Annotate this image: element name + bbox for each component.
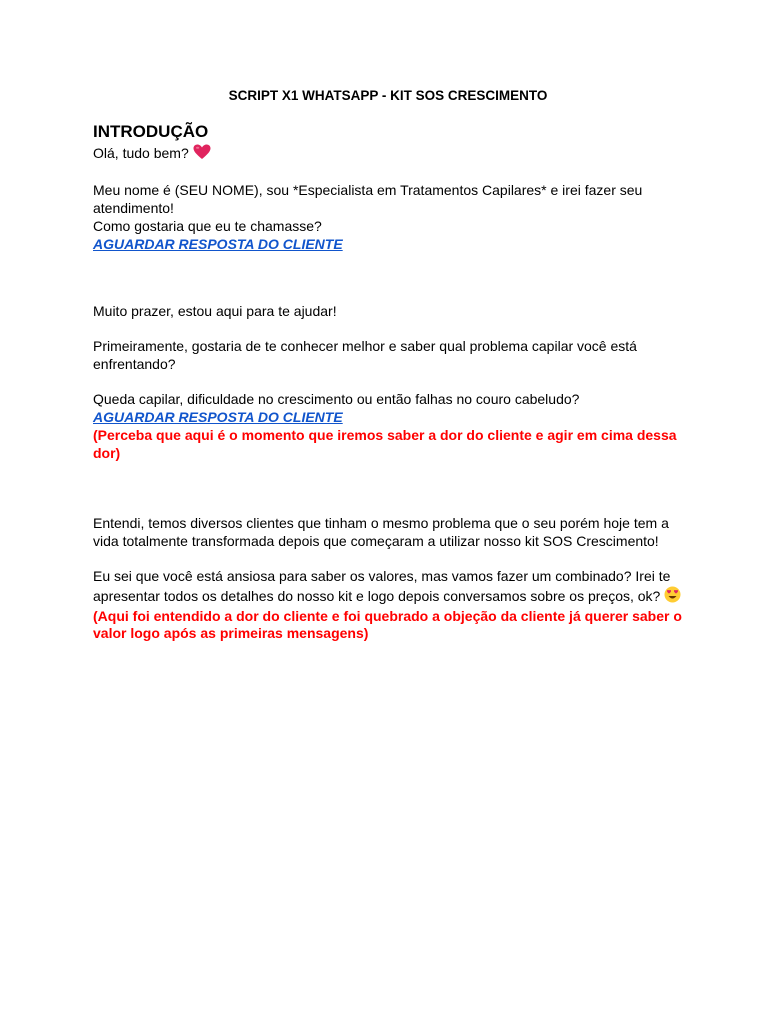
intro-line-name: Meu nome é (SEU NOME), sou *Especialista em Tratamentos Capilares* e irei fazer seu atendimento! (93, 182, 643, 217)
red-heart-icon (193, 144, 211, 165)
await-client-response-link-1[interactable]: AGUARDAR RESPOSTA DO CLIENTE (93, 235, 343, 252)
understood-line: Entendi, temos diversos clientes que tinham o mesmo problema que o seu porém hoje tem a vida totalmente transformada depois que começaram a utilizar nosso kit SOS Crescimento! (93, 515, 669, 549)
deal-text: Eu sei que você está ansiosa para saber os valores, mas vamos fazer um combinado? Irei te apresentar todos os detalhes do nosso kit e logo depois conversamos sobre os preços, ok? (93, 568, 671, 604)
greeting-line (93, 144, 683, 165)
instruction-note-1: (Perceba que aqui é o momento que iremos saber a dor do cliente e agir em cima dessa dor) (93, 426, 677, 461)
heart-eyes-face-icon (664, 586, 681, 608)
section-heading-introducao: INTRODUÇÃO (93, 122, 209, 141)
objection-block (93, 515, 683, 643)
intro-line-question: Como gostaria que eu te chamasse? (93, 217, 322, 234)
document-title: SCRIPT X1 WHATSAPP - KIT SOS CRESCIMENTO (228, 88, 548, 103)
hair-problem-question: Primeiramente, gostaria de te conhecer melhor e saber qual problema capilar você está enfrentando? (93, 338, 637, 373)
deal-line (93, 568, 683, 607)
intro-block (93, 144, 683, 253)
hair-problem-options: Queda capilar, dificuldade no crescimento ou então falhas no couro cabeludo? (93, 391, 580, 408)
instruction-note-2: (Aqui foi entendido a dor do cliente e foi quebrado a objeção da cliente já querer saber o valor logo após as primeiras mensagens) (93, 607, 682, 642)
problem-question-block (93, 303, 683, 462)
pleasure-line: Muito prazer, estou aqui para te ajudar! (93, 303, 337, 319)
greeting-text: Olá, tudo bem? (93, 145, 189, 161)
await-client-response-link-2[interactable]: AGUARDAR RESPOSTA DO CLIENTE (93, 409, 343, 426)
